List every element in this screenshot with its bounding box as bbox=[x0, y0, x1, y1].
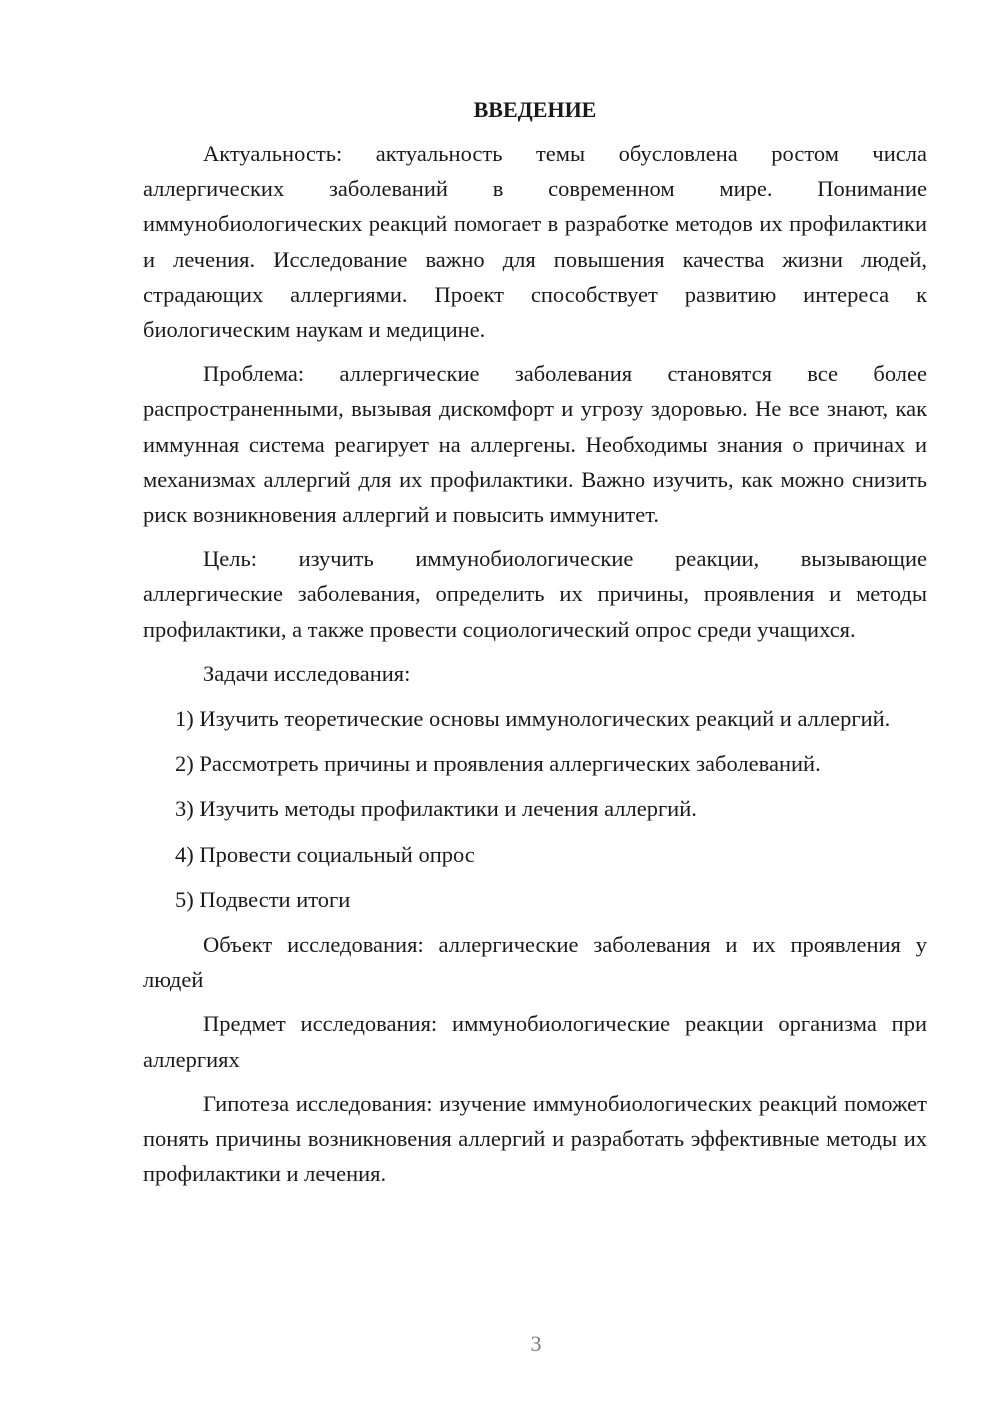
hypothesis-paragraph: Гипотеза исследования: изучение иммунобиологических реакций поможет понять причины возникновения аллергий и разработать эффективные методы их профилактики и лечения. bbox=[143, 1090, 927, 1187]
document-page bbox=[143, 92, 927, 1200]
section-title: ВВЕДЕНИЕ bbox=[473, 97, 597, 122]
task-item-3: 3) Изучить методы профилактики и лечения аллергий. bbox=[175, 796, 697, 822]
problem-paragraph: Проблема: аллергические заболевания становятся все более распространенными, вызывая дискомфорт и угрозу здоровью. Не все знают, как иммунная система реагирует на аллергены. Необходимы знания о причинах и механизмах аллергий для их профилактики. Важно изучить, как можно снизить риск возникновения аллергий и повысить иммунитет. bbox=[143, 361, 927, 528]
tasks-heading: Задачи исследования: bbox=[203, 660, 411, 686]
task-item-5: 5) Подвести итоги bbox=[175, 886, 351, 912]
task-item-2: 2) Рассмотреть причины и проявления аллергических заболеваний. bbox=[175, 751, 821, 777]
task-item-1: 1) Изучить теоретические основы иммунологических реакций и аллергий. bbox=[175, 706, 891, 732]
relevance-paragraph: Актуальность: актуальность темы обусловлена ростом числа аллергических заболеваний в современном мире. Понимание иммунобиологических реакций помогает в разработке методов их профилактики и лечения. Исследование важно для повышения качества жизни людей, страдающих аллергиями. Проект способствует развитию интереса к биологическим наукам и медицине. bbox=[143, 141, 927, 343]
task-item-4: 4) Провести социальный опрос bbox=[175, 841, 475, 867]
object-paragraph: Объект исследования: аллергические заболевания и их проявления у людей bbox=[143, 932, 927, 993]
subject-paragraph: Предмет исследования: иммунобиологические реакции организма при аллергиях bbox=[143, 1011, 927, 1072]
goal-paragraph: Цель: изучить иммунобиологические реакции, вызывающие аллергические заболевания, определить их причины, проявления и методы профилактики, а также провести социологический опрос среди учащихся. bbox=[143, 546, 927, 642]
page-number: 3 bbox=[530, 1331, 542, 1356]
